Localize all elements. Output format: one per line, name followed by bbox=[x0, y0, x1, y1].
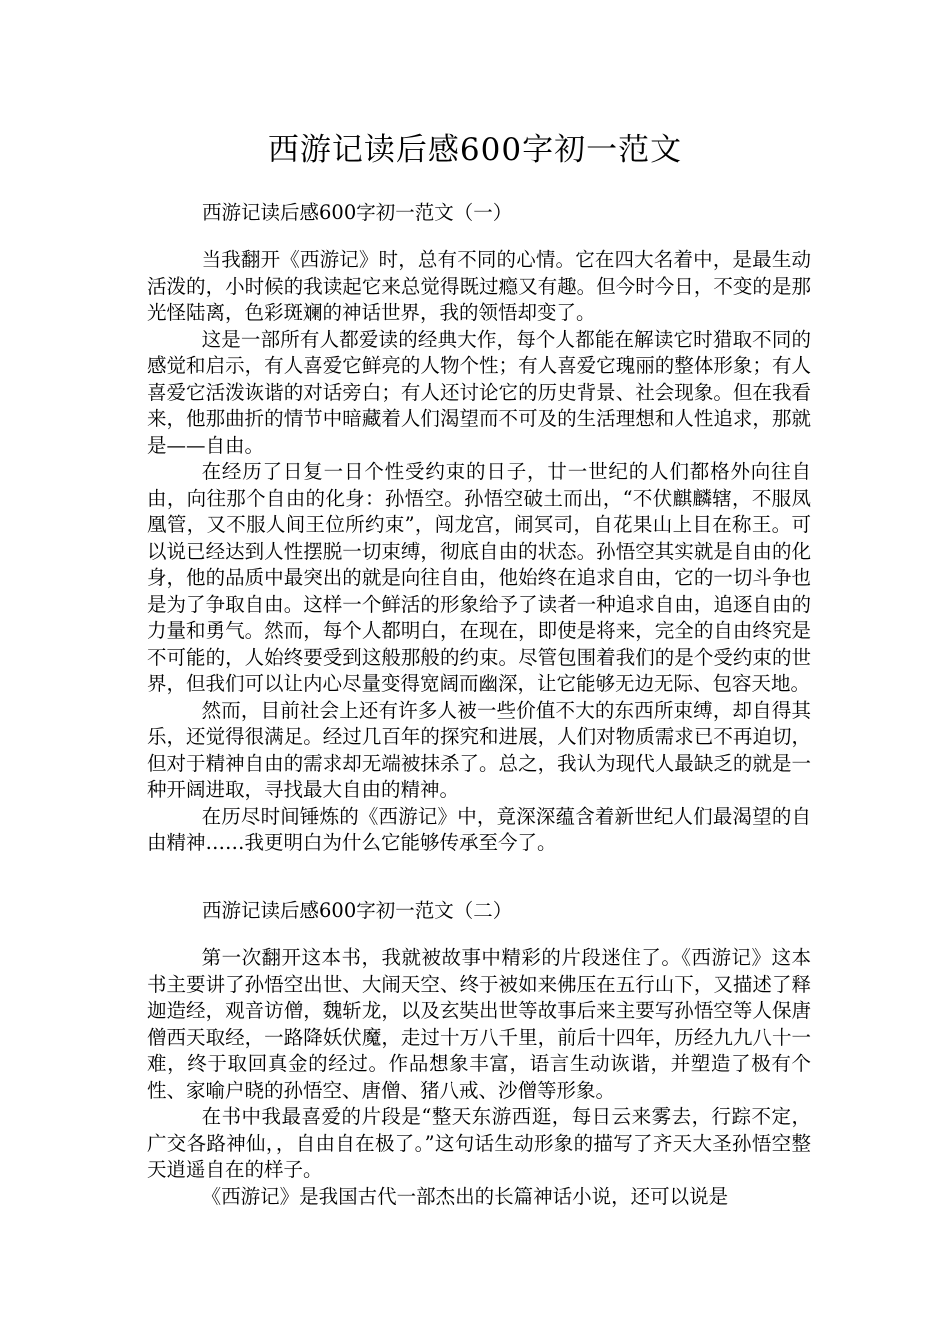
section-body-1 bbox=[147, 247, 811, 857]
paragraph: 《西游记》是我国古代一部杰出的长篇神话小说，还可以说是 bbox=[201, 1184, 729, 1208]
paragraph: 这是一部所有人都爱读的经典大作，每个人都能在解读它时猎取不同的感觉和启示，有人喜爱它鲜亮的人物个性；有人喜爱它瑰丽的整体形象；有人喜爱它活泼诙谐的对话旁白；有人还讨论它的历史背景、社会现象。但在我看来，他那曲折的情节中暗藏着人们渴望而不可及的生活理想和人性追求，那就是——自由。 bbox=[147, 327, 811, 457]
paragraph: 当我翻开《西游记》时，总有不同的心情。它在四大名着中，是最生动活泼的，小时候的我读起它来总觉得既过瘾又有趣。但今时今日，不变的是那光怪陆离，色彩斑斓的神话世界，我的领悟却变了。 bbox=[147, 248, 811, 324]
paragraph: 在历尽时间锤炼的《西游记》中，竟深深蕴含着新世纪人们最渴望的自由精神……我更明白为什么它能够传承至今了。 bbox=[147, 804, 811, 854]
document-title: 西游记读后感600字初一范文 bbox=[267, 132, 683, 168]
paragraph: 第一次翻开这本书，我就被故事中精彩的片段迷住了。《西游记》这本书主要讲了孙悟空出世、大闹天空、终于被如来佛压在五行山下，又描述了释迦造经，观音访僧，魏斩龙，以及玄奘出世等故事后来主要写孙悟空等人保唐僧西天取经，一路降妖伏魔，走过十万八千里，前后十四年，历经九九八十一难，终于取回真金的经过。作品想象丰富，语言生动诙谐，并塑造了极有个性、家喻户晓的孙悟空、唐僧、猪八戒、沙僧等形象。 bbox=[147, 946, 811, 1102]
paragraph: 然而，目前社会上还有许多人被一些价值不大的东西所束缚，却自得其乐，还觉得很满足。经过几百年的探究和进展，人们对物质需求已不再迫切，但对于精神自由的需求却无端被抹杀了。总之，我认为现代人最缺乏的就是一种开阔进取，寻找最大自由的精神。 bbox=[147, 698, 811, 801]
paragraph: 在经历了日复一日个性受约束的日子，廿一世纪的人们都格外向往自由，向往那个自由的化身：孙悟空。孙悟空破土而出，“不伏麒麟辖，不服凤凰管，又不服人间王位所约束”，闯龙宫，闹冥司，自花果山上目在称王。可以说已经达到人性摆脱一切束缚，彻底自由的状态。孙悟空其实就是自由的化身，他的品质中最突出的就是向往自由，他始终在追求自由，它的一切斗争也是为了争取自由。这样一个鲜活的形象给予了读者一种追求自由，追逐自由的力量和勇气。然而，每个人都明白，在现在，即使是将来，完全的自由终究是不可能的，人始终要受到这般那般的约束。尽管包围着我们的是个受约束的世界，但我们可以让内心尽量变得宽阔而幽深，让它能够无边无际、包容天地。 bbox=[147, 460, 811, 695]
section-heading-2: 西游记读后感600字初一范文（二） bbox=[202, 899, 513, 922]
paragraph: 在书中我最喜爱的片段是“整天东游西逛，每日云来雾去，行踪不定，广交各路神仙，，自由自在极了。”这句话生动形象的描写了齐天大圣孙悟空整天逍遥自在的样子。 bbox=[147, 1105, 811, 1181]
section-heading-1: 西游记读后感600字初一范文（一） bbox=[202, 201, 513, 224]
section-body-2 bbox=[147, 945, 811, 1210]
